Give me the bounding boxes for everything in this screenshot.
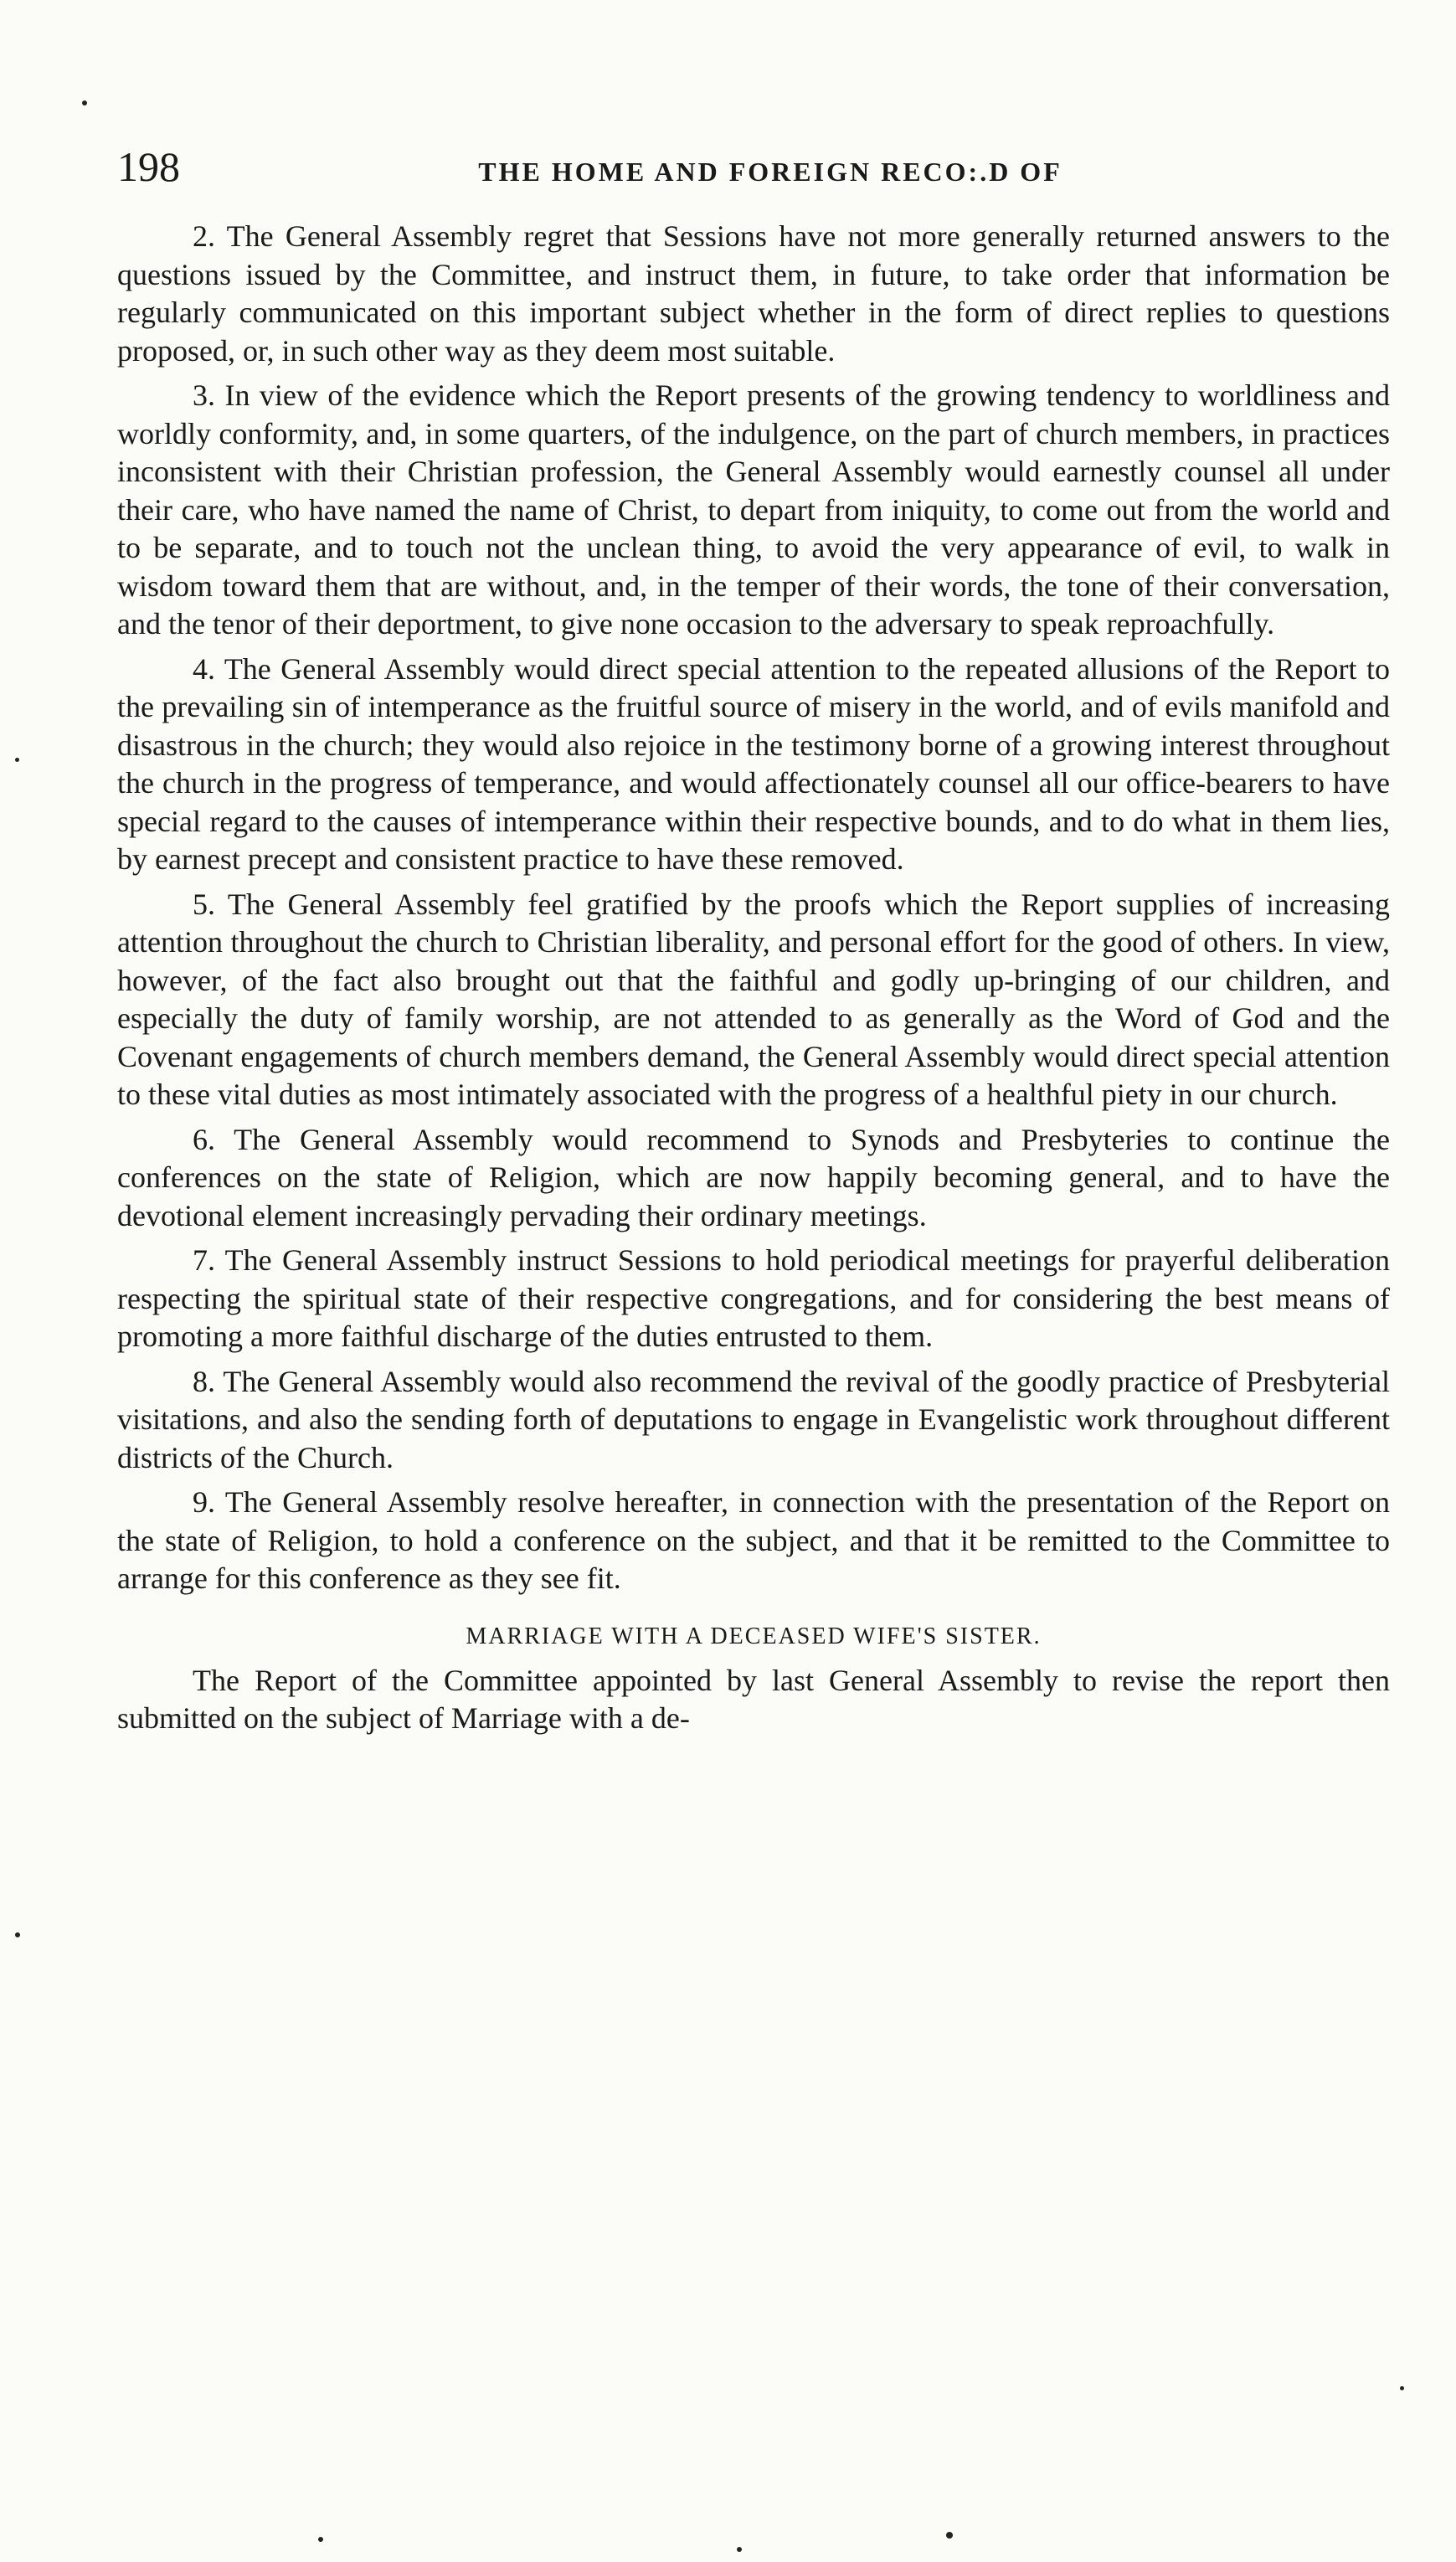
resolution-9: 9. The General Assembly resolve hereafter, in connection with the presentation of the Report on the state of Religion, to hold a conference on the subject, and that it be remitted to the Committee to arrange for this conference as they see fit. bbox=[117, 1485, 1390, 1595]
resolution-4: 4. The General Assembly would direct special attention to the repeated allusions of the Report to the prevailing sin of intemperance as the fruitful source of misery in the world, and of evils manifold and disastrous in the church; they would also rejoice in the testimony borne of a growing interest throughout the church in the progress of temperance, and would affectionately counsel all our office-bearers to have special regard to the causes of intemperance within their respective bounds, and to do what in them lies, by earnest precept and consistent practice to have these removed. bbox=[117, 651, 1390, 876]
scan-speck bbox=[1400, 2386, 1404, 2390]
resolutions-list bbox=[117, 218, 1390, 1598]
resolution-8: 8. The General Assembly would also recommend the revival of the goodly practice of Presbyterial visitations, and also the sending forth of deputations to engage in Evangelistic work throughout different districts of the Church. bbox=[117, 1364, 1390, 1474]
page-number: 198 bbox=[117, 143, 180, 190]
resolution-5: 5. The General Assembly feel gratified by the proofs which the Report supplies of increasing attention throughout the church to Christian liberality, and personal effort for the good of others. In view, however, of the fact also brought out that the faithful and godly up-bringing of our children, and especially the duty of family worship, are not attended to as generally as the Word of God and the Covenant engagements of church members demand, the General Assembly would direct special attention to these vital duties as most intimately associated with the progress of a healthful piety in our church. bbox=[117, 887, 1390, 1111]
scan-speck bbox=[946, 2532, 953, 2539]
scan-speck bbox=[15, 758, 19, 762]
page-header bbox=[117, 142, 1390, 218]
scan-speck bbox=[82, 100, 87, 105]
section-heading: MARRIAGE WITH A DECEASED WIFE'S SISTER. bbox=[466, 1623, 1042, 1649]
scan-speck bbox=[15, 1932, 20, 1937]
scan-speck bbox=[737, 2547, 742, 2552]
resolution-7: 7. The General Assembly instruct Sessions to hold periodical meetings for prayerful deliberation respecting the spiritual state of their respective congregations, and for considering the best means of promoting a more faithful discharge of the duties entrusted to them. bbox=[117, 1243, 1390, 1353]
section-body: The Report of the Committee appointed by last General Assembly to revise the report then submitted on the subject of Marriage with a de- bbox=[117, 1663, 1390, 1735]
running-head: THE HOME AND FOREIGN RECO:.D OF bbox=[478, 157, 1062, 187]
resolution-2: 2. The General Assembly regret that Sessions have not more generally returned answers to the questions issued by the Committee, and instruct them, in future, to take order that information be regularly communicated on this important subject whether in the form of direct replies to questions proposed, or, in such other way as they deem most suitable. bbox=[117, 219, 1390, 368]
document-page bbox=[117, 142, 1390, 1745]
resolution-3: 3. In view of the evidence which the Report presents of the growing tendency to worldliness and worldly conformity, and, in some quarters, of the indulgence, on the part of church members, in practices inconsistent with their Christian profession, the General Assembly would earnestly counsel all under their care, who have named the name of Christ, to depart from iniquity, to come out from the world and to be separate, and to touch not the unclean thing, to avoid the very appearance of evil, to walk in wisdom toward them that are without, and, in the temper of their words, the tone of their conversation, and the tenor of their deportment, to give none occasion to the adversary to speak reproachfully. bbox=[117, 378, 1390, 640]
resolution-6: 6. The General Assembly would recommend to Synods and Presbyteries to continue the conferences on the state of Religion, which are now happily becoming general, and to have the devotional element increasingly pervading their ordinary meetings. bbox=[117, 1122, 1390, 1232]
scan-speck bbox=[318, 2537, 323, 2542]
